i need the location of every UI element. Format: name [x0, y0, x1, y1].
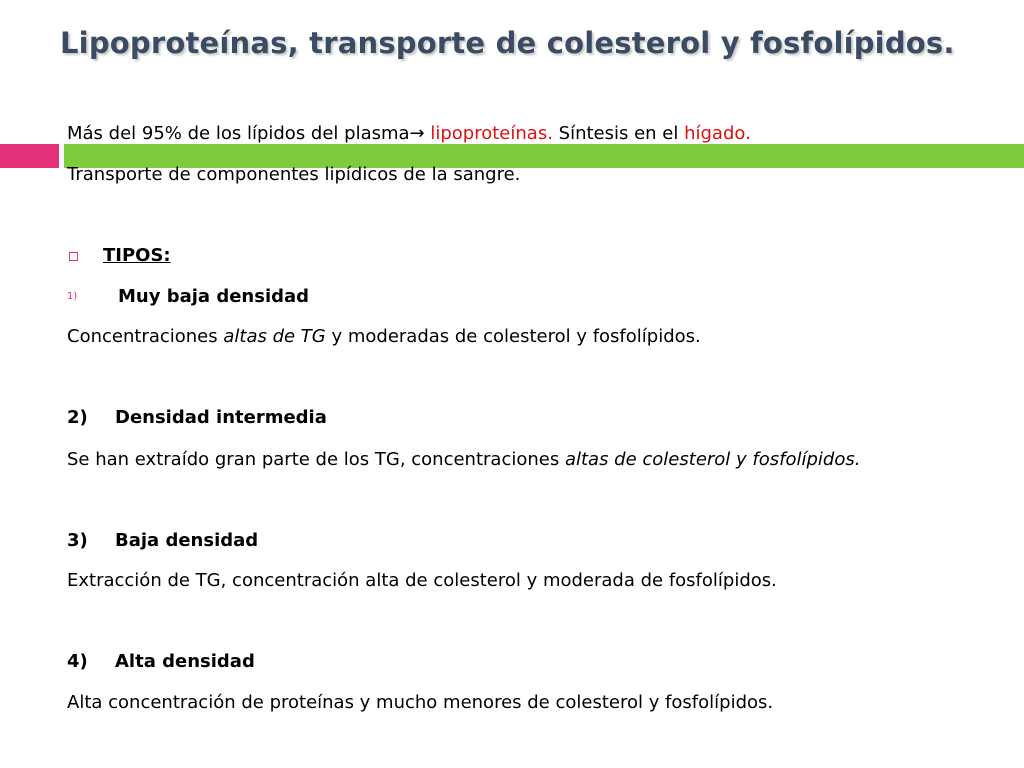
type-4-number: 4) [67, 651, 88, 672]
type-3-description: Extracción de TG, concentración alta de colesterol y moderada de fosfolípidos. [67, 570, 777, 591]
slide-title: Lipoproteínas, transporte de colesterol y fosfolípidos. [60, 26, 955, 60]
tipos-label: TIPOS: [103, 245, 171, 266]
type-2-desc-italic: altas de colesterol y fosfolípidos. [564, 449, 861, 470]
type-1-number: 1) [67, 291, 78, 302]
intro-text-sintesis: Síntesis en el [552, 123, 685, 144]
intro-text-lipoproteinas: lipoproteínas. [424, 123, 553, 144]
type-1-desc-part1: Concentraciones [67, 326, 224, 347]
square-bullet-icon [69, 252, 78, 261]
type-2-desc-part1: Se han extraído gran parte de los TG, concentraciones [67, 449, 565, 470]
intro-text-higado: hígado. [684, 123, 751, 144]
type-3-number: 3) [67, 530, 88, 551]
type-2-name: Densidad intermedia [115, 407, 327, 428]
intro-text-plasma: Más del 95% de los lípidos del plasma [67, 123, 410, 144]
type-1-name: Muy baja densidad [118, 286, 310, 307]
type-1-desc-italic: altas de TG [223, 326, 326, 347]
type-3-name: Baja densidad [115, 530, 259, 551]
accent-bar-pink [0, 144, 59, 168]
intro-line-1 [67, 123, 751, 145]
type-2-description [67, 449, 860, 471]
right-arrow-icon: → [409, 123, 425, 144]
type-1-desc-part2: y moderadas de colesterol y fosfolípidos. [325, 326, 701, 347]
type-1-description [67, 326, 701, 348]
type-2-number: 2) [67, 407, 88, 428]
type-4-description: Alta concentración de proteínas y mucho menores de colesterol y fosfolípidos. [67, 692, 774, 713]
type-4-name: Alta densidad [115, 651, 255, 672]
intro-line-2: Transporte de componentes lipídicos de la sangre. [67, 164, 521, 185]
